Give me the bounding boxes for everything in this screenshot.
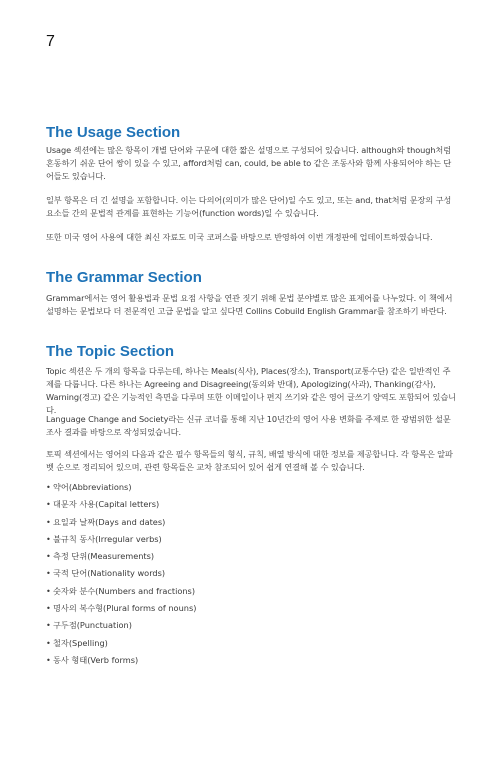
list-item-label: 철자(Spelling) xyxy=(53,637,108,648)
list-item xyxy=(46,652,196,669)
bullet-icon: • xyxy=(46,482,51,492)
list-item-label: 숫자와 분수(Numbers and fractions) xyxy=(53,585,196,596)
grammar-paragraph-1: Grammar에서는 영어 활용법과 문법 요점 사항을 연관 짓기 위해 문법 분야별로 많은 표제어를 나누었다. 이 책에서 설명하는 문법보다 더 전문적인 고급 문법을 알고 싶다면 Collins Cobuild English Grammar를 참조하기 바란다. xyxy=(46,293,453,316)
list-item-label: 명사의 복수형(Plural forms of nouns) xyxy=(53,603,197,614)
list-item xyxy=(46,496,196,513)
usage-section-heading: The Usage Section xyxy=(46,124,181,141)
bullet-icon: • xyxy=(46,516,51,527)
topic-paragraph-2: Language Change and Society라는 신규 코너를 통해 지난 10년간의 영어 사용 변화를 주제로 한 광범위한 설문 조사 결과를 바탕으로 작성되었습니다. xyxy=(46,414,451,437)
bullet-icon: • xyxy=(46,568,51,579)
list-item-label: 동사 형태(Verb forms) xyxy=(53,654,139,665)
bullet-icon: • xyxy=(46,499,51,510)
list-item-label: 불규칙 동사(Irregular verbs) xyxy=(53,533,162,544)
list-item xyxy=(46,600,196,617)
list-item xyxy=(46,565,196,582)
list-item-label: 요일과 날짜(Days and dates) xyxy=(53,516,166,527)
bullet-icon: • xyxy=(46,585,51,596)
bullet-icon: • xyxy=(46,654,51,665)
topic-section-heading: The Topic Section xyxy=(46,343,175,360)
list-item-label: 약어(Abbreviations) xyxy=(53,482,132,492)
list-item-label: 국적 단어(Nationality words) xyxy=(53,568,166,579)
list-item-label: 측정 단위(Measurements) xyxy=(53,551,155,562)
usage-paragraph-3: 또한 미국 영어 사용에 대한 최신 자료도 미국 코퍼스를 바탕으로 반영하여 이번 개정판에 업데이트하였습니다. xyxy=(46,232,433,242)
list-item xyxy=(46,583,196,600)
topic-paragraph-1: Topic 섹션은 두 개의 항목을 다루는데, 하나는 Meals(식사), Places(장소), Transport(교통수단) 같은 일반적인 주제를 다룹니다. 다른 하나는 Agreeing and Disagreeing(동의와 반대), Apologizing(사과), Thanking(감사), Warning(경고) 같은 기능적인 측면을 다루며 또한 이메일이나 편지 쓰기와 같은 영어 글쓰기 양역도 포함되어 있습니다. xyxy=(46,366,456,415)
usage-paragraph-1: Usage 섹션에는 많은 항목이 개별 단어와 구문에 대한 짧은 설명으로 구성되어 있습니다. although와 though처럼 혼동하기 쉬운 단어 쌍이 있을 수 있고, afford처럼 can, could, be able to 같은 조동사와 함께 사용되어야 하는 단어들도 있습니다. xyxy=(46,145,452,181)
bullet-icon: • xyxy=(46,637,51,648)
grammar-section-heading: The Grammar Section xyxy=(46,269,202,286)
list-item xyxy=(46,514,196,531)
list-item-label: 구두점(Punctuation) xyxy=(53,620,132,631)
page-number: 7 xyxy=(46,33,55,50)
topic-items-list xyxy=(46,479,196,669)
bullet-icon: • xyxy=(46,620,51,631)
bullet-icon: • xyxy=(46,551,51,562)
usage-paragraph-2: 일부 항목은 더 긴 설명을 포함합니다. 이는 다의어(의미가 많은 단어)일 수도 있고, 또는 and, that처럼 문장의 구성 요소들 간의 문법적 관계를 표현하는 기능어(function words)일 수 있습니다. xyxy=(46,195,452,218)
list-item-label: 대문자 사용(Capital letters) xyxy=(53,499,160,510)
list-item xyxy=(46,479,196,496)
topic-paragraph-3: 토픽 섹션에서는 영어의 다음과 같은 필수 항목들의 형식, 규칙, 배열 방식에 대한 정보를 제공합니다. 각 항목은 알파벳 순으로 정리되어 있으며, 관련 항목들은 교차 참조되어 있어 쉽게 연결해 볼 수 있습니다. xyxy=(46,449,453,472)
bullet-icon: • xyxy=(46,533,51,544)
list-item xyxy=(46,617,196,634)
list-item xyxy=(46,635,196,652)
list-item xyxy=(46,531,196,548)
list-item xyxy=(46,548,196,565)
bullet-icon: • xyxy=(46,603,51,614)
